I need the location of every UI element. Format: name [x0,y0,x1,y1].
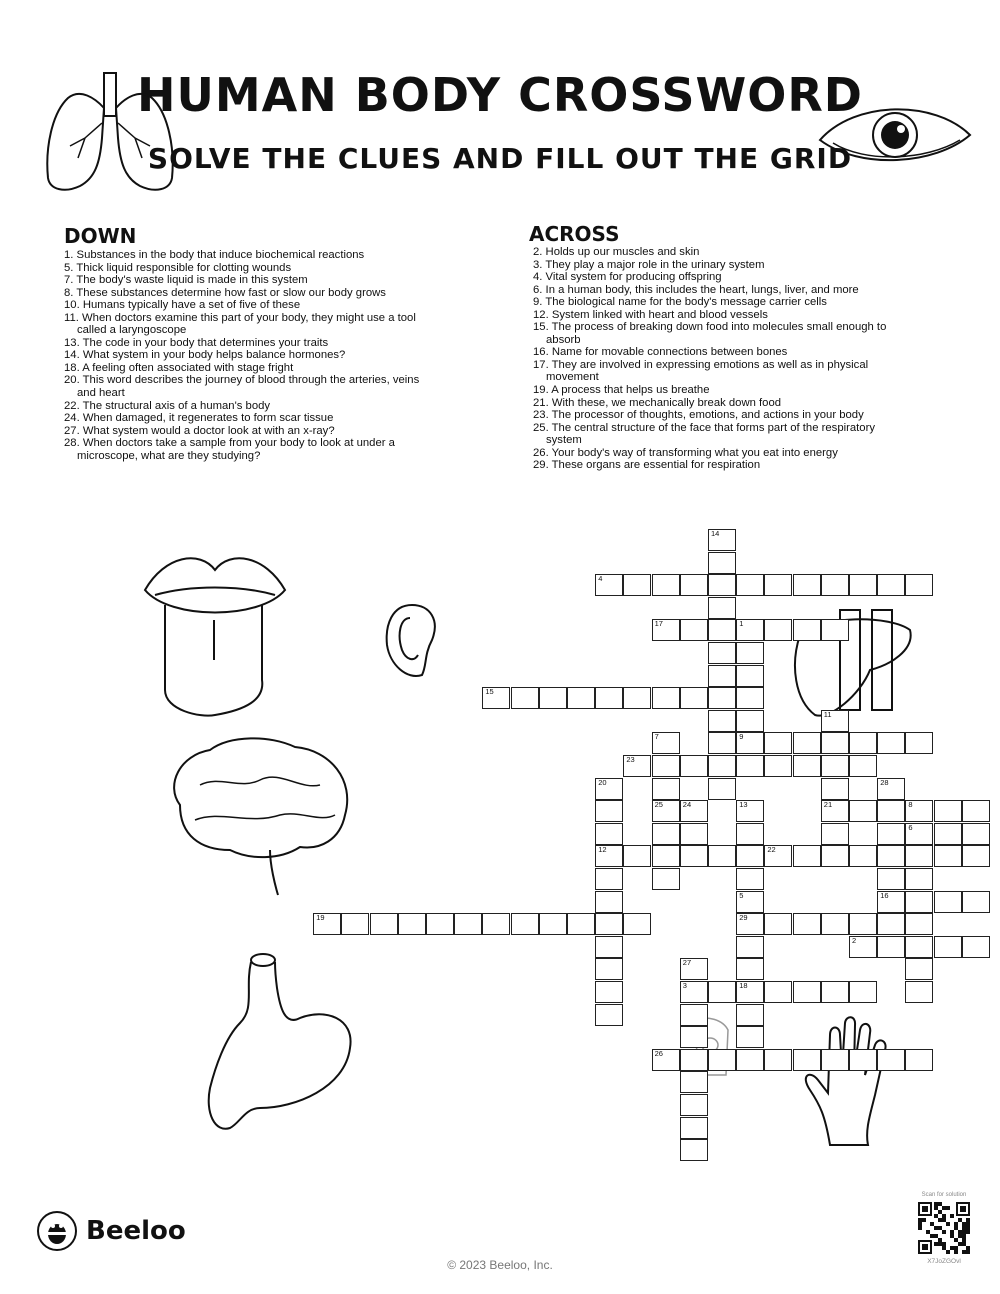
grid-cell[interactable] [821,913,849,935]
across-clue: 2. Holds up our muscles and skin [533,246,700,258]
grid-cell[interactable] [905,732,933,754]
clue-number: 24 [682,800,692,810]
grid-cell[interactable] [821,574,849,596]
grid-cell[interactable] [680,981,708,1003]
grid-cell[interactable] [341,913,369,935]
grid-cell[interactable] [623,687,651,709]
grid-cell[interactable] [793,981,821,1003]
grid-cell[interactable] [736,800,764,822]
grid-cell[interactable] [539,687,567,709]
grid-cell[interactable] [821,845,849,867]
grid-cell[interactable] [736,823,764,845]
grid-cell[interactable] [934,936,962,958]
grid-cell[interactable] [934,845,962,867]
grid-cell[interactable] [313,913,341,935]
grid-cell[interactable] [793,732,821,754]
across-clue: 26. Your body's way of transforming what you eat into energy [533,446,838,459]
clue-number: 12 [598,845,607,855]
grid-cell[interactable] [905,574,933,596]
grid-cell[interactable] [877,845,905,867]
down-clue: 18. A feeling often associated with stage fright [64,361,294,374]
grid-cell[interactable] [652,800,680,822]
brain-icon [160,735,355,900]
qr-label: Scan for solution [921,1192,967,1198]
grid-cell[interactable] [849,574,877,596]
grid-cell[interactable] [595,574,623,596]
grid-cell[interactable] [793,845,821,867]
down-clue: 10. Humans typically have a set of five of these [64,299,301,312]
grid-cell[interactable] [962,845,990,867]
grid-cell[interactable] [764,755,792,777]
grid-cell[interactable] [680,958,708,980]
hand-icon [800,1015,900,1150]
page-subtitle: SOLVE THE CLUES AND FILL OUT THE GRID [147,142,853,175]
grid-cell[interactable] [708,552,736,574]
grid-cell[interactable] [652,1049,680,1071]
grid-cell[interactable] [962,936,990,958]
grid-cell[interactable] [708,665,736,687]
stomach-icon [185,948,355,1158]
across-clue: 6. In a human body, this includes the heart, lungs, liver, and more [533,283,859,296]
grid-cell[interactable] [623,574,651,596]
grid-cell[interactable] [708,687,736,709]
grid-cell[interactable] [764,1049,792,1071]
grid-cell[interactable] [708,732,736,754]
clue-number: 28 [880,777,889,787]
clue-number: 15 [485,687,494,697]
grid-cell[interactable] [821,800,849,822]
grid-cell[interactable] [736,642,764,664]
grid-cell[interactable] [680,845,708,867]
clue-number: 7 [654,732,659,742]
grid-cell[interactable] [736,665,764,687]
page-title: HUMAN BODY CROSSWORD [137,68,863,122]
grid-cell[interactable] [934,823,962,845]
grid-cell[interactable] [595,687,623,709]
clue-number: 2 [852,935,857,945]
grid-cell[interactable] [905,936,933,958]
grid-cell[interactable] [962,823,990,845]
clue-number: 21 [823,800,833,810]
qr-code-icon[interactable] [918,1202,970,1254]
grid-cell[interactable] [934,800,962,822]
grid-cell[interactable] [708,981,736,1003]
grid-cell[interactable] [708,529,736,551]
grid-cell[interactable] [736,574,764,596]
grid-cell[interactable] [793,913,821,935]
ear-icon [382,600,442,682]
across-clue: 15. The process of breaking down food into molecules small enough to absorb [533,321,887,346]
down-clue: 7. The body's waste liquid is made in this system [64,274,308,287]
clue-number: 14 [711,529,720,538]
grid-cell[interactable] [652,845,680,867]
grid-cell[interactable] [905,868,933,890]
grid-cell[interactable] [905,981,933,1003]
clue-number: 26 [654,1048,663,1058]
grid-cell[interactable] [736,755,764,777]
clue-number: 5 [739,890,744,900]
grid-cell[interactable] [708,619,736,641]
grid-cell[interactable] [877,868,905,890]
grid-cell[interactable] [905,958,933,980]
grid-cell[interactable] [905,913,933,935]
across-clue: 29. These organs are essential for respiration [533,459,761,472]
qr-code-text: X7JoZGOvl [927,1258,961,1265]
clue-number: 6 [908,822,913,832]
grid-cell[interactable] [511,913,539,935]
grid-cell[interactable] [962,800,990,822]
grid-cell[interactable] [511,687,539,709]
grid-cell[interactable] [652,619,680,641]
mouth-icon [140,550,290,720]
clue-number: 19 [316,913,325,923]
across-clue: 17. They are involved in expressing emotions as well as in physical movement [533,358,869,384]
grid-cell[interactable] [934,891,962,913]
grid-cell[interactable] [652,755,680,777]
grid-cell[interactable] [708,597,736,619]
grid-cell[interactable] [652,687,680,709]
grid-cell[interactable] [708,710,736,732]
grid-cell[interactable] [736,845,764,867]
grid-cell[interactable] [905,845,933,867]
grid-cell[interactable] [877,936,905,958]
clue-number: 3 [682,981,687,990]
down-clue: 20. This word describes the journey of blood through the arteries, veins and heart [64,374,420,400]
grid-cell[interactable] [652,823,680,845]
grid-cell[interactable] [821,755,849,777]
grid-cell[interactable] [426,913,454,935]
grid-cell[interactable] [849,845,877,867]
grid-cell[interactable] [623,913,651,935]
copyright: © 2023 Beeloo, Inc. [447,1258,553,1272]
across-clue: 21. With these, we mechanically break down food [533,396,782,409]
grid-cell[interactable] [680,1117,708,1139]
grid-cell[interactable] [849,936,877,958]
down-clue: 5. Thick liquid responsible for clotting wounds [64,261,292,274]
grid-cell[interactable] [708,778,736,800]
eye-icon [815,95,975,175]
grid-cell[interactable] [877,823,905,845]
down-clue: 14. What system in your body helps balance hormones? [64,349,346,362]
brand-logo [36,1210,186,1252]
grid-cell[interactable] [652,574,680,596]
grid-cell[interactable] [736,732,764,754]
grid-cell[interactable] [793,574,821,596]
clue-number: 4 [598,574,603,584]
across-clue: 19. A process that helps us breathe [533,384,710,397]
grid-cell[interactable] [454,913,482,935]
down-clue: 13. The code in your body that determines your traits [64,336,329,349]
grid-cell[interactable] [736,868,764,890]
across-clue: 16. Name for movable connections between bones [533,346,788,359]
grid-cell[interactable] [764,981,792,1003]
clue-number: 27 [682,958,692,968]
clue-number: 1 [739,619,744,629]
grid-cell[interactable] [652,778,680,800]
grid-cell[interactable] [736,958,764,980]
grid-cell[interactable] [736,913,764,935]
clue-number: 22 [767,845,776,855]
grid-cell[interactable] [482,913,510,935]
brand-name: Beeloo [86,1216,186,1246]
down-clue-list [64,249,434,462]
grid-cell[interactable] [708,574,736,596]
grid-cell[interactable] [482,687,510,709]
grid-cell[interactable] [764,845,792,867]
clue-number: 16 [880,890,889,900]
across-clue: 12. System linked with heart and blood vessels [533,308,768,321]
grid-cell[interactable] [680,687,708,709]
grid-cell[interactable] [821,732,849,754]
grid-cell[interactable] [595,1004,623,1026]
clue-number: 29 [739,913,748,923]
down-clue: 8. These substances determine how fast or slow our body grows [64,286,386,299]
grid-cell[interactable] [764,913,792,935]
down-clue: 11. When doctors examine this part of your body, they might use a tool called a laryngoscope [64,311,416,337]
across-heading: ACROSS [529,222,620,246]
grid-cell[interactable] [736,981,764,1003]
down-clue: 27. What system would a doctor look at with an x-ray? [64,424,335,437]
grid-cell[interactable] [595,823,623,845]
grid-cell[interactable] [736,891,764,913]
grid-cell[interactable] [736,710,764,732]
grid-cell[interactable] [736,1049,764,1071]
grid-cell[interactable] [680,574,708,596]
grid-cell[interactable] [962,891,990,913]
grid-cell[interactable] [821,823,849,845]
clue-number: 18 [739,981,748,990]
grid-cell[interactable] [539,913,567,935]
grid-cell[interactable] [680,1094,708,1116]
down-clue: 22. The structural axis of a human's body [64,399,271,412]
grid-cell[interactable] [680,619,708,641]
clue-number: 23 [626,755,635,764]
across-clue: 23. The processor of thoughts, emotions, and actions in your body [533,409,864,422]
grid-cell[interactable] [708,755,736,777]
grid-cell[interactable] [877,574,905,596]
grid-cell[interactable] [849,732,877,754]
grid-cell[interactable] [849,800,877,822]
grid-cell[interactable] [680,800,708,822]
grid-cell[interactable] [877,778,905,800]
grid-cell[interactable] [877,732,905,754]
across-clue: 3. They play a major role in the urinary system [533,258,765,271]
across-clue: 9. The biological name for the body's message carrier cells [533,296,827,309]
grid-cell[interactable] [736,619,764,641]
grid-cell[interactable] [680,1139,708,1161]
grid-cell[interactable] [595,981,623,1003]
clue-number: 8 [908,800,913,810]
clue-number: 25 [654,800,663,810]
grid-cell[interactable] [595,778,623,800]
across-clue: 4. Vital system for producing offspring [533,271,722,284]
grid-cell[interactable] [595,845,623,867]
grid-cell[interactable] [821,981,849,1003]
grid-cell[interactable] [905,1049,933,1071]
liver-icon [790,605,915,723]
grid-cell[interactable] [849,981,877,1003]
grid-cell[interactable] [567,913,595,935]
grid-cell[interactable] [877,800,905,822]
grid-cell[interactable] [905,891,933,913]
grid-cell[interactable] [680,755,708,777]
grid-cell[interactable] [623,845,651,867]
grid-cell[interactable] [905,800,933,822]
grid-cell[interactable] [595,891,623,913]
clue-number: 17 [654,619,663,629]
grid-cell[interactable] [793,755,821,777]
grid-cell[interactable] [595,868,623,890]
grid-cell[interactable] [764,619,792,641]
down-clue: 24. When damaged, it regenerates to form scar tissue [64,412,334,425]
grid-cell[interactable] [736,687,764,709]
grid-cell[interactable] [877,913,905,935]
grid-cell[interactable] [680,823,708,845]
grid-cell[interactable] [764,732,792,754]
grid-cell[interactable] [398,913,426,935]
grid-cell[interactable] [708,642,736,664]
grid-cell[interactable] [595,936,623,958]
clue-number: 20 [598,777,607,787]
grid-cell[interactable] [849,755,877,777]
clue-number: 11 [823,709,832,719]
grid-cell[interactable] [595,800,623,822]
down-clue: 28. When doctors take a sample from your body to look at under a microscope, what are they studying? [64,437,395,462]
grid-cell[interactable] [764,574,792,596]
grid-cell[interactable] [736,1026,764,1048]
grid-cell[interactable] [595,913,623,935]
grid-cell[interactable] [652,868,680,890]
knee-joint-icon [688,1015,733,1080]
bee-icon [36,1210,78,1252]
across-clue-list [533,246,903,472]
grid-cell[interactable] [567,687,595,709]
grid-cell[interactable] [652,732,680,754]
grid-cell[interactable] [595,958,623,980]
clue-number: 13 [739,800,748,810]
grid-cell[interactable] [736,936,764,958]
down-heading: DOWN [64,224,137,248]
grid-cell[interactable] [877,891,905,913]
lungs-icon [40,68,180,200]
grid-cell[interactable] [623,755,651,777]
clue-number: 9 [739,732,744,742]
down-clue: 1. Substances in the body that induce biochemical reactions [64,249,365,261]
grid-cell[interactable] [849,913,877,935]
grid-cell[interactable] [736,1004,764,1026]
across-clue: 25. The central structure of the face that forms part of the respiratory system [533,421,876,447]
grid-cell[interactable] [905,823,933,845]
grid-cell[interactable] [708,845,736,867]
grid-cell[interactable] [821,778,849,800]
grid-cell[interactable] [370,913,398,935]
